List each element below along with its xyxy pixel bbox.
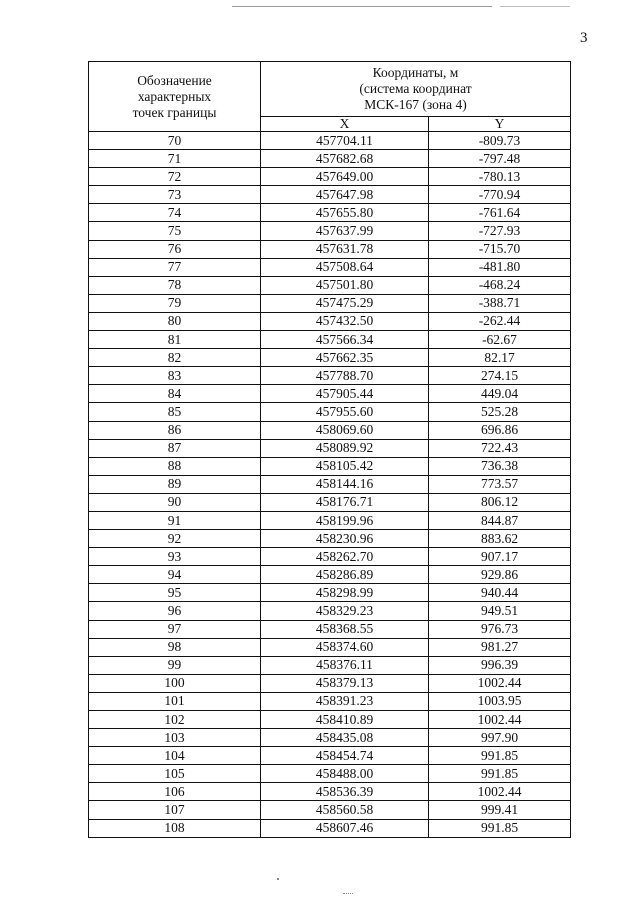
x-coordinate-cell: 457682.68: [261, 150, 429, 168]
top-scan-rule: [232, 6, 492, 7]
x-coordinate-cell: 457631.78: [261, 240, 429, 258]
y-coordinate-cell: 1002.44: [429, 674, 571, 692]
x-coordinate-cell: 458105.42: [261, 457, 429, 475]
table-row: [89, 475, 571, 493]
y-coordinate-cell: -809.73: [429, 132, 571, 150]
point-designation-header: [89, 62, 261, 132]
point-cell: 87: [89, 439, 261, 457]
y-coordinate-cell: 991.85: [429, 819, 571, 837]
point-cell: 72: [89, 168, 261, 186]
x-coordinate-cell: 458286.89: [261, 566, 429, 584]
x-coordinate-cell: 457647.98: [261, 186, 429, 204]
point-cell: 93: [89, 548, 261, 566]
table-row: [89, 801, 571, 819]
table-row: [89, 204, 571, 222]
y-coordinate-cell: -262.44: [429, 312, 571, 330]
point-cell: 71: [89, 150, 261, 168]
table-row: [89, 819, 571, 837]
table-row: [89, 294, 571, 312]
table-row: [89, 638, 571, 656]
point-cell: 95: [89, 584, 261, 602]
y-coordinate-cell: -780.13: [429, 168, 571, 186]
table-row: [89, 258, 571, 276]
table-row: [89, 168, 571, 186]
x-coordinate-cell: 458368.55: [261, 620, 429, 638]
table-row: [89, 132, 571, 150]
y-coordinate-cell: 929.86: [429, 566, 571, 584]
table-row: [89, 349, 571, 367]
table-row: [89, 620, 571, 638]
table-row: [89, 240, 571, 258]
table-row: [89, 692, 571, 710]
page-number: 3: [580, 30, 588, 46]
y-coordinate-cell: 844.87: [429, 511, 571, 529]
y-coordinate-cell: 949.51: [429, 602, 571, 620]
table-row: [89, 439, 571, 457]
point-cell: 81: [89, 331, 261, 349]
point-cell: 78: [89, 276, 261, 294]
point-cell: 76: [89, 240, 261, 258]
y-coordinate-cell: 696.86: [429, 421, 571, 439]
y-coordinate-cell: 997.90: [429, 729, 571, 747]
table-row: [89, 747, 571, 765]
x-coordinate-cell: 457566.34: [261, 331, 429, 349]
y-coordinate-cell: 940.44: [429, 584, 571, 602]
table-row: [89, 385, 571, 403]
point-cell: 79: [89, 294, 261, 312]
y-coordinate-cell: -468.24: [429, 276, 571, 294]
table-row: [89, 186, 571, 204]
point-cell: 108: [89, 819, 261, 837]
point-cell: 105: [89, 765, 261, 783]
point-header-line-2: характерных: [137, 88, 212, 104]
x-coordinate-cell: 457637.99: [261, 222, 429, 240]
table-row: [89, 729, 571, 747]
y-coordinate-cell: 1003.95: [429, 692, 571, 710]
table-row: [89, 457, 571, 475]
y-column-header: Y: [429, 117, 571, 132]
table-row: [89, 276, 571, 294]
x-coordinate-cell: 457905.44: [261, 385, 429, 403]
x-coordinate-cell: 457475.29: [261, 294, 429, 312]
y-coordinate-cell: -761.64: [429, 204, 571, 222]
coord-header-line-1: Координаты, м: [372, 65, 459, 80]
x-coordinate-cell: 458435.08: [261, 729, 429, 747]
x-coordinate-cell: 458374.60: [261, 638, 429, 656]
point-cell: 74: [89, 204, 261, 222]
x-coordinate-cell: 458089.92: [261, 439, 429, 457]
y-coordinate-cell: -797.48: [429, 150, 571, 168]
y-coordinate-cell: 883.62: [429, 530, 571, 548]
point-cell: 102: [89, 711, 261, 729]
y-coordinate-cell: 806.12: [429, 493, 571, 511]
point-cell: 99: [89, 656, 261, 674]
y-coordinate-cell: 82.17: [429, 349, 571, 367]
x-coordinate-cell: 458488.00: [261, 765, 429, 783]
table-row: [89, 222, 571, 240]
coordinates-header: [261, 62, 571, 117]
y-coordinate-cell: -715.70: [429, 240, 571, 258]
x-coordinate-cell: 457704.11: [261, 132, 429, 150]
point-cell: 103: [89, 729, 261, 747]
table-row: [89, 783, 571, 801]
x-coordinate-cell: 457955.60: [261, 403, 429, 421]
point-cell: 100: [89, 674, 261, 692]
y-coordinate-cell: -770.94: [429, 186, 571, 204]
table-row: [89, 765, 571, 783]
x-coordinate-cell: 458176.71: [261, 493, 429, 511]
table-row: [89, 511, 571, 529]
point-header-line-3: точек границы: [132, 104, 217, 120]
table-row: [89, 421, 571, 439]
point-cell: 91: [89, 511, 261, 529]
point-cell: 96: [89, 602, 261, 620]
table-row: [89, 367, 571, 385]
point-cell: 90: [89, 493, 261, 511]
table-row: [89, 403, 571, 421]
point-cell: 88: [89, 457, 261, 475]
coordinates-table: [88, 61, 571, 838]
point-cell: 70: [89, 132, 261, 150]
y-coordinate-cell: 907.17: [429, 548, 571, 566]
point-cell: 97: [89, 620, 261, 638]
scan-speck: [277, 878, 279, 880]
table-row: [89, 656, 571, 674]
x-coordinate-cell: 458379.13: [261, 674, 429, 692]
y-coordinate-cell: 1002.44: [429, 711, 571, 729]
table-row: [89, 530, 571, 548]
x-coordinate-cell: 458536.39: [261, 783, 429, 801]
coordinates-table-body: [89, 132, 571, 838]
point-cell: 106: [89, 783, 261, 801]
table-row: [89, 493, 571, 511]
y-coordinate-cell: 736.38: [429, 457, 571, 475]
point-cell: 84: [89, 385, 261, 403]
point-cell: 92: [89, 530, 261, 548]
x-coordinate-cell: 457662.35: [261, 349, 429, 367]
scan-mark: [343, 893, 353, 897]
top-scan-rule-secondary: [500, 6, 570, 7]
point-cell: 98: [89, 638, 261, 656]
y-coordinate-cell: 274.15: [429, 367, 571, 385]
y-coordinate-cell: 773.57: [429, 475, 571, 493]
x-coordinate-cell: 458391.23: [261, 692, 429, 710]
point-cell: 101: [89, 692, 261, 710]
table-row: [89, 150, 571, 168]
x-coordinate-cell: 458454.74: [261, 747, 429, 765]
y-coordinate-cell: -388.71: [429, 294, 571, 312]
x-coordinate-cell: 457649.00: [261, 168, 429, 186]
y-coordinate-cell: 449.04: [429, 385, 571, 403]
x-coordinate-cell: 458262.70: [261, 548, 429, 566]
x-coordinate-cell: 458069.60: [261, 421, 429, 439]
y-coordinate-cell: 981.27: [429, 638, 571, 656]
table-row: [89, 602, 571, 620]
table-row: [89, 584, 571, 602]
y-coordinate-cell: -481.80: [429, 258, 571, 276]
y-coordinate-cell: -727.93: [429, 222, 571, 240]
x-coordinate-cell: 457501.80: [261, 276, 429, 294]
point-cell: 85: [89, 403, 261, 421]
table-row: [89, 331, 571, 349]
x-coordinate-cell: 458230.96: [261, 530, 429, 548]
y-coordinate-cell: 976.73: [429, 620, 571, 638]
x-coordinate-cell: 458199.96: [261, 511, 429, 529]
point-cell: 77: [89, 258, 261, 276]
table-row: [89, 711, 571, 729]
y-coordinate-cell: 991.85: [429, 765, 571, 783]
table-row: [89, 548, 571, 566]
point-cell: 94: [89, 566, 261, 584]
y-coordinate-cell: 1002.44: [429, 783, 571, 801]
x-coordinate-cell: 457788.70: [261, 367, 429, 385]
x-coordinate-cell: 457508.64: [261, 258, 429, 276]
y-coordinate-cell: 525.28: [429, 403, 571, 421]
table-row: [89, 312, 571, 330]
point-cell: 86: [89, 421, 261, 439]
x-coordinate-cell: 458607.46: [261, 819, 429, 837]
point-cell: 80: [89, 312, 261, 330]
point-cell: 75: [89, 222, 261, 240]
point-cell: 83: [89, 367, 261, 385]
x-coordinate-cell: 457432.50: [261, 312, 429, 330]
coord-header-line-2: (система координат: [359, 81, 472, 96]
table-row: [89, 566, 571, 584]
coord-header-line-3: МСК-167 (зона 4): [364, 97, 467, 112]
point-cell: 73: [89, 186, 261, 204]
y-coordinate-cell: 722.43: [429, 439, 571, 457]
x-column-header: X: [261, 117, 429, 132]
x-coordinate-cell: 458560.58: [261, 801, 429, 819]
x-coordinate-cell: 458298.99: [261, 584, 429, 602]
x-coordinate-cell: 458144.16: [261, 475, 429, 493]
x-coordinate-cell: 458376.11: [261, 656, 429, 674]
y-coordinate-cell: -62.67: [429, 331, 571, 349]
y-coordinate-cell: 991.85: [429, 747, 571, 765]
y-coordinate-cell: 996.39: [429, 656, 571, 674]
point-cell: 82: [89, 349, 261, 367]
point-cell: 89: [89, 475, 261, 493]
x-coordinate-cell: 458329.23: [261, 602, 429, 620]
point-cell: 104: [89, 747, 261, 765]
x-coordinate-cell: 457655.80: [261, 204, 429, 222]
x-coordinate-cell: 458410.89: [261, 711, 429, 729]
point-header-line-1: Обозначение: [137, 72, 212, 88]
point-cell: 107: [89, 801, 261, 819]
table-row: [89, 674, 571, 692]
y-coordinate-cell: 999.41: [429, 801, 571, 819]
